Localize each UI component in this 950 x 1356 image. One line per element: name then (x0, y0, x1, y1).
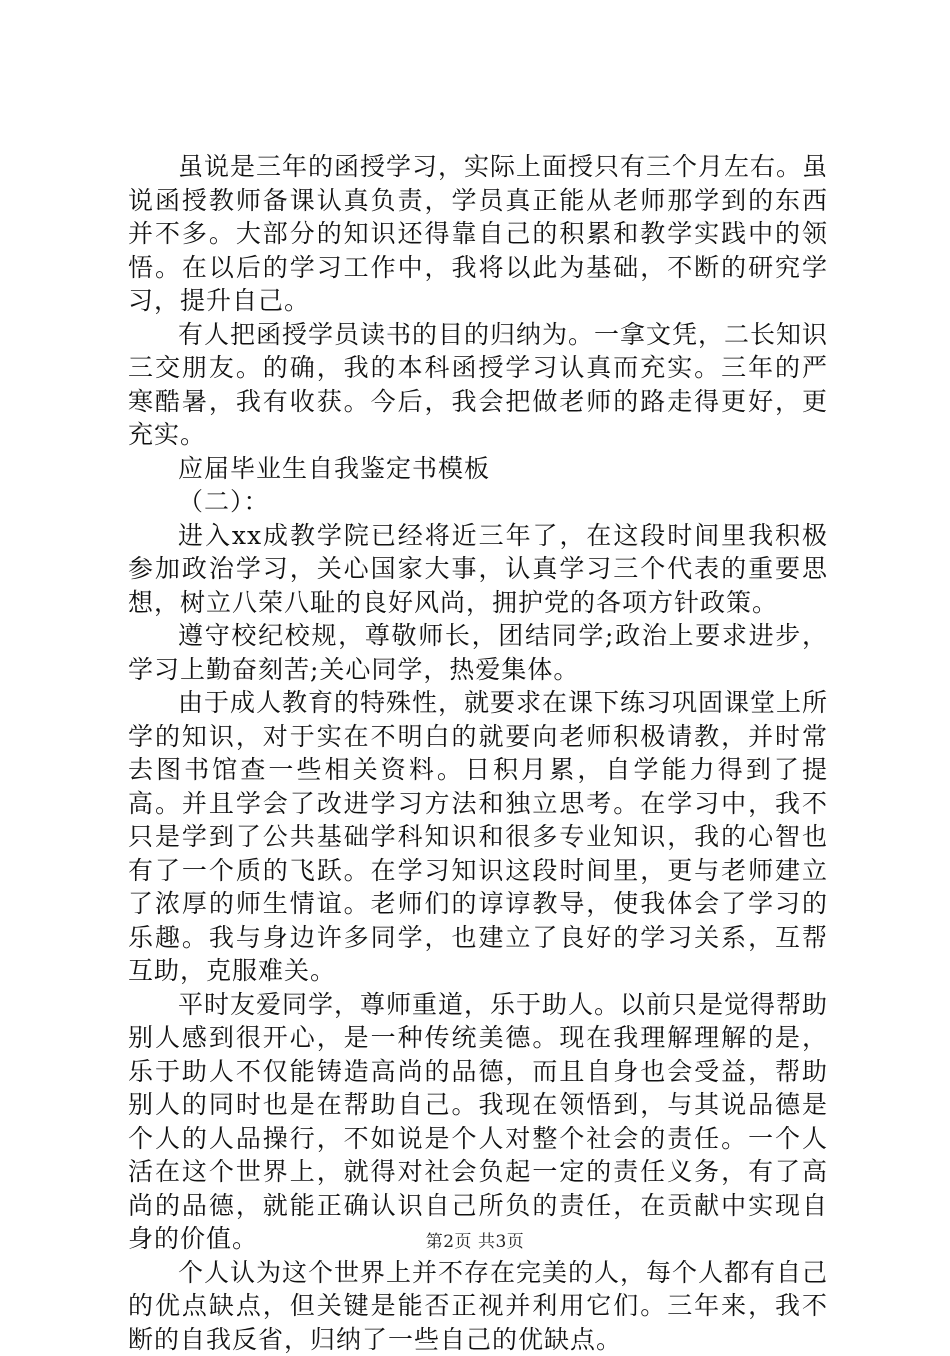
paragraph-1: 虽说是三年的函授学习，实际上面授只有三个月左右。虽说函授教师备课认真负责，学员真正能从老师那学到的东西并不多。大部分的知识还得靠自己的积累和教学实践中的领悟。在以后的学习工作中，我将以此为基础，不断的研究学习，提升自己。 (128, 150, 828, 318)
paragraph-7: 个人认为这个世界上并不存在完美的人，每个人都有自己的优点缺点，但关键是能否正视并利用它们。三年来，我不断的自我反省，归纳了一些自己的优缺点。 (128, 1256, 828, 1356)
document-body (128, 150, 828, 1356)
paragraph-3: 进入xx成教学院已经将近三年了，在这段时间里我积极参加政治学习，关心国家大事，认真学习三个代表的重要思想，树立八荣八耻的良好风尚，拥护党的各项方针政策。 (128, 519, 828, 620)
section-title: 应届毕业生自我鉴定书模板 (128, 452, 828, 486)
paragraph-5: 由于成人教育的特殊性，就要求在课下练习巩固课堂上所学的知识，对于实在不明白的就要向老师积极请教，并时常去图书馆查一些相关资料。日积月累，自学能力得到了提高。并且学会了改进学习方法和独立思考。在学习中，我不只是学到了公共基础学科知识和很多专业知识，我的心智也有了一个质的飞跃。在学习知识这段时间里，更与老师建立了浓厚的师生情谊。老师们的谆谆教导，使我体会了学习的乐趣。我与身边许多同学，也建立了良好的学习关系，互帮互助，克服难关。 (128, 686, 828, 988)
page-number-footer: 第2页 共3页 (0, 1227, 950, 1252)
paragraph-4: 遵守校纪校规，尊敬师长，团结同学;政治上要求进步，学习上勤奋刻苦;关心同学，热爱集体。 (128, 619, 828, 686)
paragraph-6: 平时友爱同学，尊师重道，乐于助人。以前只是觉得帮助别人感到很开心，是一种传统美德。现在我理解理解的是，乐于助人不仅能铸造高尚的品德，而且自身也会受益，帮助别人的同时也是在帮助自己。我现在领悟到，与其说品德是个人的人品操行，不如说是个人对整个社会的责任。一个人活在这个世界上，就得对社会负起一定的责任义务，有了高尚的品德，就能正确认识自己所负的责任，在贡献中实现自身的价值。 (128, 988, 828, 1256)
paragraph-2: 有人把函授学员读书的目的归纳为。一拿文凭，二长知识三交朋友。的确，我的本科函授学习认真而充实。三年的严寒酷暑，我有收获。今后，我会把做老师的路走得更好，更充实。 (128, 318, 828, 452)
section-subtitle: （二）： (128, 485, 828, 519)
